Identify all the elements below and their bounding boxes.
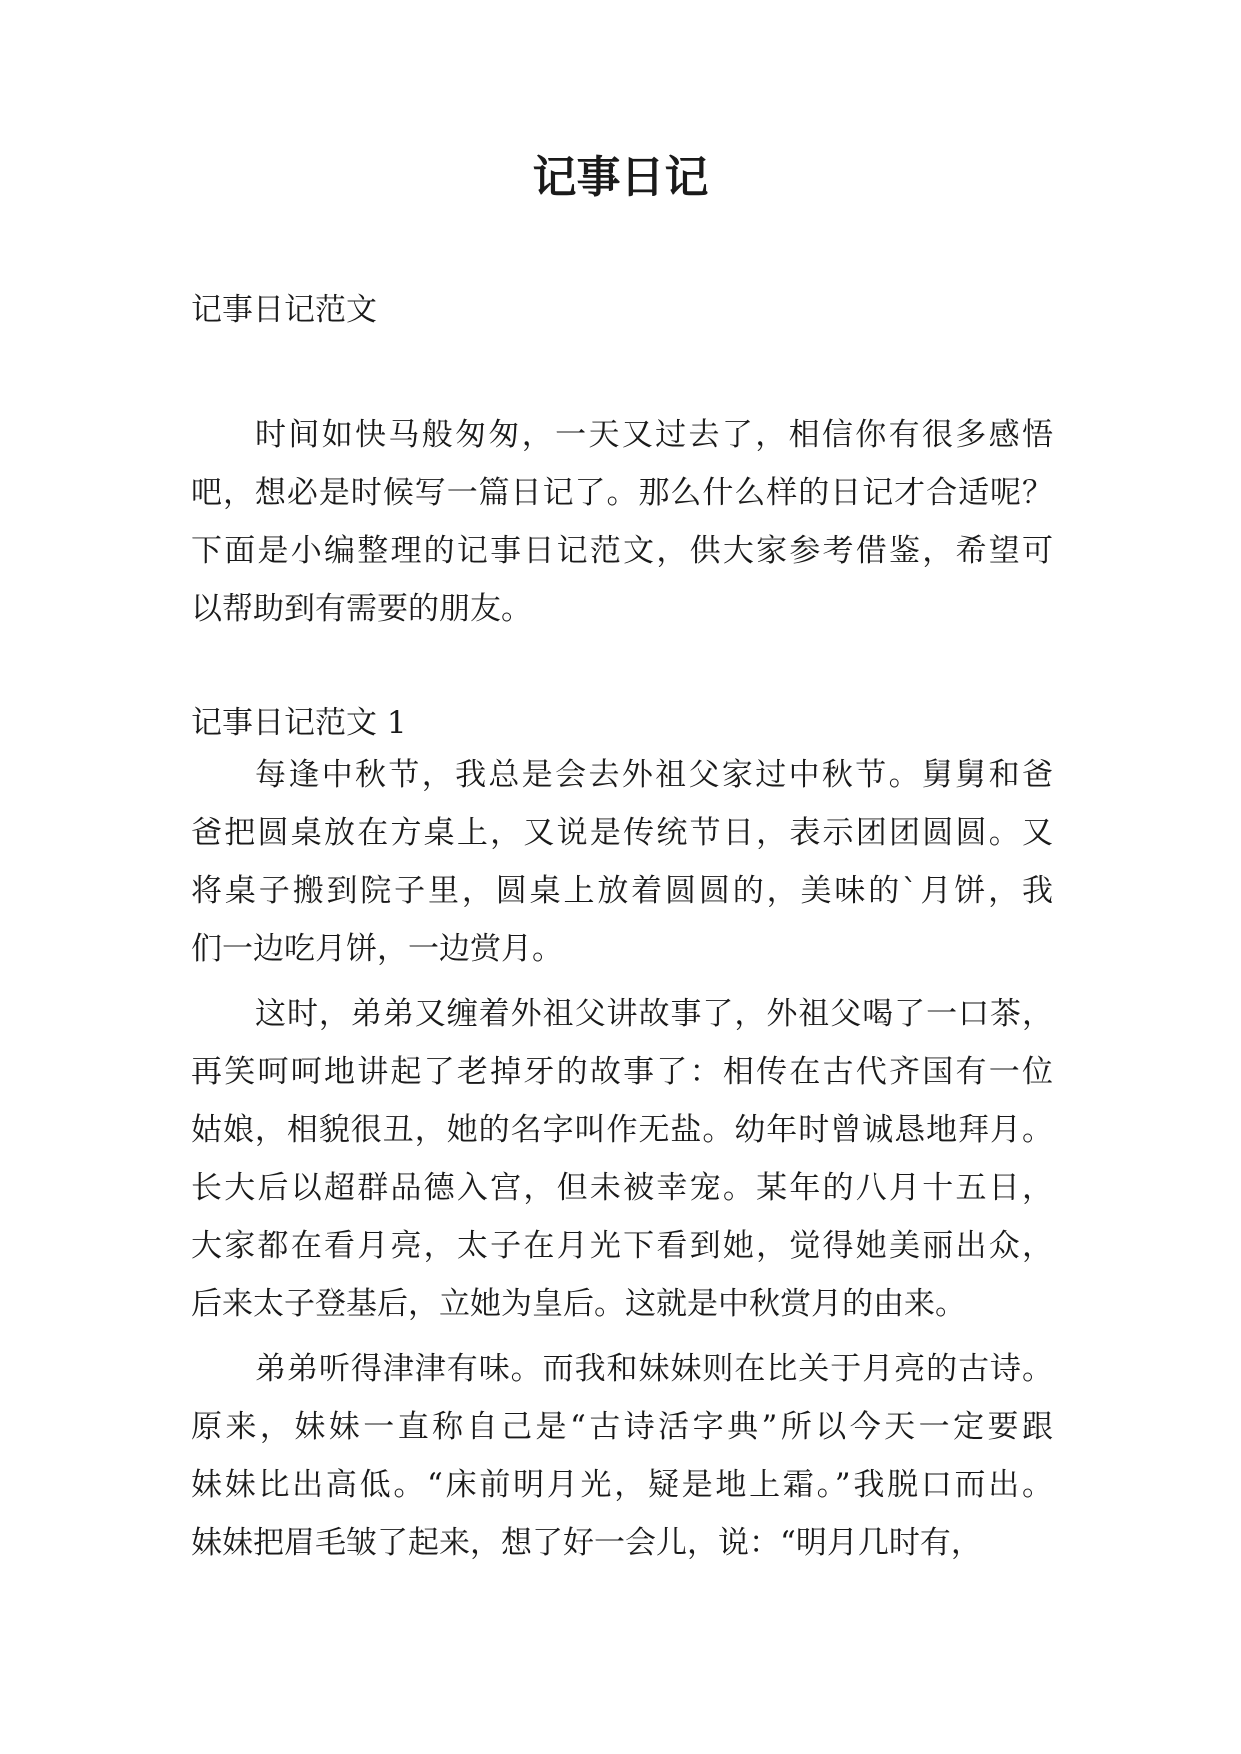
paragraph-1	[191, 746, 1053, 978]
intro-line: 吧，想必是时候写一篇日记了。那么什么样的日记才合适呢？	[191, 475, 1053, 511]
paragraph-line: 后来太子登基后，立她为皇后。这就是中秋赏月的由来。	[191, 1286, 966, 1322]
paragraph-line: 原来，妹妹一直称自己是“古诗活字典”所以今天一定要跟	[191, 1409, 1053, 1445]
paragraph-line: 长大后以超群品德入宫，但未被幸宠。某年的八月十五日，	[191, 1170, 1053, 1206]
paragraph-line: 妹妹比出高低。“床前明月光，疑是地上霜。”我脱口而出。	[191, 1467, 1053, 1503]
paragraph-line: 大家都在看月亮，太子在月光下看到她，觉得她美丽出众，	[191, 1228, 1053, 1264]
paragraph-line: 爸把圆桌放在方桌上，又说是传统节日，表示团团圆圆。又	[191, 815, 1053, 851]
document-title: 记事日记	[532, 152, 709, 203]
paragraph-line: 这时，弟弟又缠着外祖父讲故事了，外祖父喝了一口茶，	[255, 996, 1053, 1032]
paragraph-line: 姑娘，相貌很丑，她的名字叫作无盐。幼年时曾诚恳地拜月。	[191, 1112, 1053, 1148]
paragraph-2	[191, 985, 1053, 1333]
intro-line: 时间如快马般匆匆，一天又过去了，相信你有很多感悟	[255, 417, 1053, 453]
intro-line: 以帮助到有需要的朋友。	[191, 591, 532, 627]
intro-line: 下面是小编整理的记事日记范文，供大家参考借鉴，希望可	[191, 533, 1053, 569]
paragraph-line: 妹妹把眉毛皱了起来，想了好一会儿，说：“明月几时有，	[191, 1525, 982, 1561]
paragraph-3	[191, 1340, 1053, 1572]
document-subtitle: 记事日记范文	[191, 292, 377, 328]
paragraph-line: 们一边吃月饼，一边赏月。	[191, 931, 563, 967]
paragraph-line: 将桌子搬到院子里，圆桌上放着圆圆的，美味的`月饼，我	[191, 873, 1053, 909]
paragraph-line: 再笑呵呵地讲起了老掉牙的故事了：相传在古代齐国有一位	[191, 1054, 1053, 1090]
section-heading: 记事日记范文 1	[191, 705, 407, 741]
paragraph-line: 弟弟听得津津有味。而我和妹妹则在比关于月亮的古诗。	[255, 1351, 1053, 1387]
intro-paragraph	[191, 406, 1053, 638]
paragraph-line: 每逢中秋节，我总是会去外祖父家过中秋节。舅舅和爸	[255, 757, 1053, 793]
